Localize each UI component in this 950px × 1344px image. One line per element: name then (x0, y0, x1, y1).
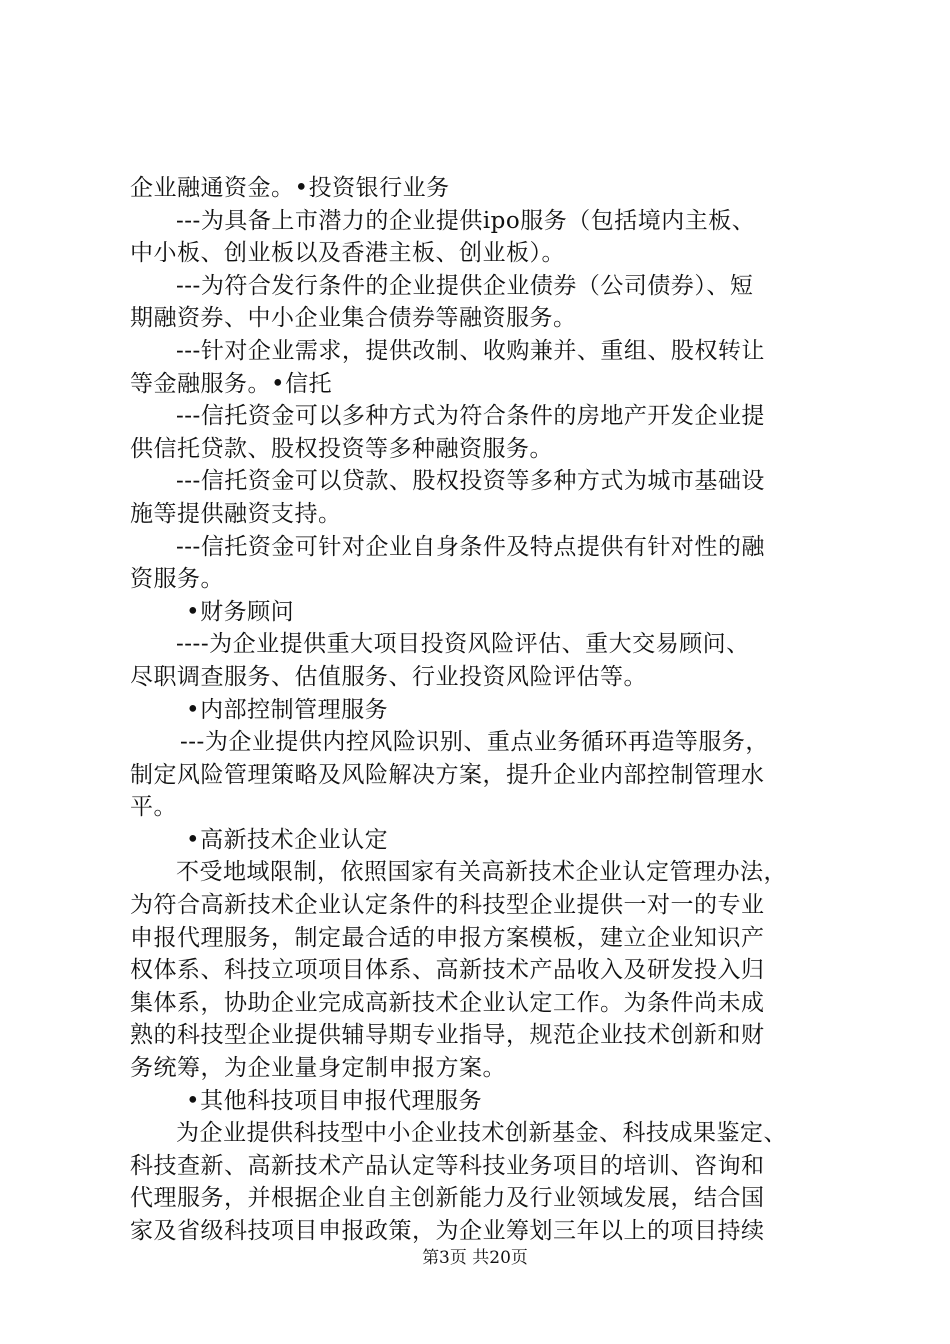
text-line: 平。 (130, 794, 177, 821)
text-line: 尽职调查服务、估值服务、行业投资风险评估等。 (130, 663, 647, 690)
text-line: 供信托贷款、股权投资等多种融资服务。 (130, 435, 553, 462)
text-line: ---为具备上市潜力的企业提供ipo服务（包括境内主板、 (176, 207, 756, 234)
text-line: ----为企业提供重大项目投资风险评估、重大交易顾问、 (176, 631, 750, 658)
text-line: 家及省级科技项目申报政策，为企业筹划三年以上的项目持续 (130, 1218, 765, 1244)
text-line: 科技查新、高新技术产品认定等科技业务项目的培训、咨询和 (130, 1152, 765, 1179)
section-heading: •高新技术企业认定 (186, 826, 389, 853)
page-number: 第3页 共20页 (422, 1248, 528, 1268)
text-line: ---信托资金可以贷款、股权投资等多种方式为城市基础设 (176, 468, 765, 495)
text-line: 施等提供融资支持。 (130, 500, 342, 527)
text-line: ---信托资金可针对企业自身条件及特点提供有针对性的融 (176, 533, 765, 560)
text-line: 申报代理服务，制定最合适的申报方案模板，建立企业知识产 (130, 924, 765, 951)
section-heading: •财务顾问 (186, 598, 295, 625)
text-line: 等金融服务。•信托 (130, 370, 333, 397)
text-line: 期融资券、中小企业集合债券等融资服务。 (130, 305, 577, 332)
section-heading: •内部控制管理服务 (186, 696, 389, 723)
text-line: 务统筹，为企业量身定制申报方案。 (130, 1055, 506, 1082)
text-line: 集体系，协助企业完成高新技术企业认定工作。为条件尚未成 (130, 989, 765, 1016)
text-line: 为符合高新技术企业认定条件的科技型企业提供一对一的专业 (130, 892, 765, 919)
text-line: 不受地域限制，依照国家有关高新技术企业认定管理办法， (176, 859, 787, 886)
text-line: ---针对企业需求，提供改制、收购兼并、重组、股权转让 (176, 337, 765, 364)
text-line: ---为符合发行条件的企业提供企业债券（公司债券）、短 (176, 272, 754, 299)
text-line: 资服务。 (130, 566, 224, 593)
text-line: 熟的科技型企业提供辅导期专业指导，规范企业技术创新和财 (130, 1022, 765, 1049)
text-line: 权体系、科技立项项目体系、高新技术产品收入及研发投入归 (130, 957, 765, 984)
text-line: 制定风险管理策略及风险解决方案，提升企业内部控制管理水 (130, 761, 765, 788)
document-body (130, 172, 830, 1248)
text-line: 中小板、创业板以及香港主板、创业板）。 (130, 240, 565, 267)
section-heading: •其他科技项目申报代理服务 (186, 1087, 483, 1114)
text-line: 为企业提供科技型中小企业技术创新基金、科技成果鉴定、 (176, 1120, 787, 1147)
text-line: ---为企业提供内控风险识别、重点业务循环再造等服务， (180, 729, 769, 756)
text-line: 企业融通资金。•投资银行业务 (130, 175, 450, 201)
text-line: 代理服务，并根据企业自主创新能力及行业领域发展，结合国 (130, 1185, 765, 1212)
text-line: ---信托资金可以多种方式为符合条件的房地产开发企业提 (176, 403, 765, 430)
